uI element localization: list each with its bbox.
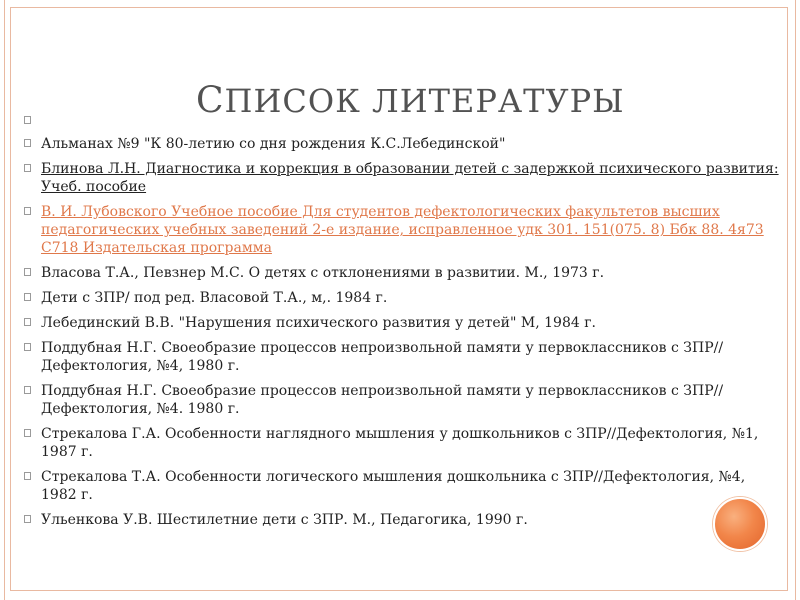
- bullet-icon: [24, 515, 31, 523]
- bullet-icon: [24, 386, 31, 394]
- list-item-text: Власова Т.А., Певзнер М.С. О детях с отклонениями в развитии. М., 1973 г.: [41, 265, 605, 281]
- left-border-line: [4, 0, 5, 600]
- list-item-text: Лебединский В.В. "Нарушения психического развития у детей" М, 1984 г.: [41, 315, 596, 331]
- bullet-icon: [24, 207, 31, 215]
- list-item-text: Стрекалова Т.А. Особенности логического мышления дошкольника с ЗПР//Дефектология, №4, 1982 г.: [41, 469, 746, 503]
- list-item: [22, 160, 782, 196]
- list-item-text: Блинова Л.Н. Диагностика и коррекция в образовании детей с задержкой психического развития: Учеб. пособие: [41, 161, 779, 195]
- list-item-text: Поддубная Н.Г. Своеобразие процессов непроизвольной памяти у первоклассников с ЗПР//Дефектология, №4, 1980 г.: [41, 340, 724, 374]
- list-item-link-text[interactable]: В. И. Лубовского Учебное пособие Для студентов дефектологических факультетов высших педагогических учебных заведений 2-е издание, исправленное удк 301. 151(075. 8) Ббк 88. 4я73 С718 Издательская программа: [41, 204, 764, 256]
- bullet-icon: [24, 293, 31, 301]
- list-item: [22, 135, 782, 153]
- list-item: [22, 264, 782, 282]
- list-item: [22, 289, 782, 307]
- list-item: [22, 468, 782, 504]
- list-item-empty: [22, 112, 782, 130]
- list-item: [22, 339, 782, 375]
- list-item: [22, 511, 782, 529]
- title-initial: С: [196, 80, 225, 121]
- right-border-line: [795, 0, 796, 600]
- list-item: [22, 382, 782, 418]
- list-item: [22, 314, 782, 332]
- bullet-icon: [24, 472, 31, 480]
- decorative-orb-icon: [713, 497, 767, 551]
- list-item-text: Стрекалова Г.А. Особенности наглядного мышления у дошкольников с ЗПР//Дефектология, №1, 1987 г.: [41, 426, 759, 460]
- list-item: [22, 425, 782, 461]
- list-item-text: Дети с ЗПР/ под ред. Власовой Т.А., м,. 1984 г.: [41, 290, 388, 306]
- list-item-text: Поддубная Н.Г. Своеобразие процессов непроизвольной памяти у первоклассников с ЗПР// Дефектология, №4. 1980 г.: [41, 383, 724, 417]
- bullet-icon: [24, 318, 31, 326]
- list-item-text: Ульенкова У.В. Шестилетние дети с ЗПР. М., Педагогика, 1990 г.: [41, 512, 528, 528]
- bullet-icon: [24, 139, 31, 147]
- bullet-icon: [24, 429, 31, 437]
- bibliography-list: [22, 112, 782, 536]
- bullet-icon: [24, 343, 31, 351]
- bullet-icon: [24, 268, 31, 276]
- bullet-icon: [24, 116, 31, 124]
- list-item-text: Альманах №9 "К 80-летию со дня рождения К.С.Лебединской": [41, 136, 506, 152]
- title-rest: ПИСОК ЛИТЕРАТУРЫ: [224, 82, 625, 120]
- list-item-link[interactable]: [22, 203, 782, 257]
- bullet-icon: [24, 164, 31, 172]
